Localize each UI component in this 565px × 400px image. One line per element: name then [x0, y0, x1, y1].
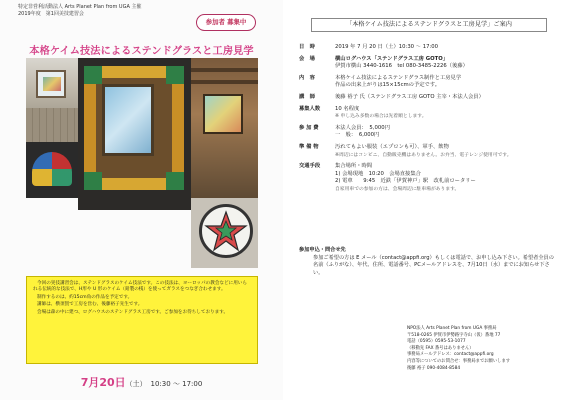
footer-email[interactable]: 事務局メールアドレス：contact@appfi.org — [407, 352, 494, 358]
application-section — [299, 247, 557, 277]
info-row-capacity — [299, 106, 557, 121]
footer-line: 後藤 裕子 090-4084-8584 — [407, 365, 461, 371]
row-key: 内 容 — [299, 74, 315, 81]
date-text: 7月20日 — [80, 376, 126, 389]
stained-lamp-photo — [26, 142, 78, 198]
row-key: 講 師 — [299, 93, 315, 100]
description-paragraph: 講師は、横須賀で工房を営む、後藤裕子先生です。 — [37, 302, 143, 308]
footer-line: 電話（0595）0595-53-1077 — [407, 339, 466, 345]
flyer-info-page — [283, 0, 565, 400]
description-paragraph: 制作するのは、約15cm角の作品を予定です。 — [37, 294, 133, 300]
row-value: 横山ログハウス「ステンドグラス工房 GOTO」 — [335, 55, 449, 62]
row-value: 伊賀市横山 3440-1616 tel 080-3485-2226（後藤） — [335, 63, 468, 70]
star-panel-photo — [191, 198, 258, 268]
footer-line: NPO法人 Arts Planet Plan from UGA 事務局 — [407, 326, 497, 331]
info-row-venue — [299, 56, 557, 71]
weekday-text: （土） — [125, 380, 147, 388]
info-row-bring — [299, 144, 557, 159]
row-key: 募集人数 — [299, 105, 321, 112]
workshop-interior-photo — [191, 58, 258, 198]
info-row-date — [299, 44, 557, 52]
info-row-fee — [299, 125, 557, 140]
recruiting-badge: 参加者 募集中 — [196, 14, 256, 31]
row-key: 交通手段 — [299, 163, 321, 170]
event-date — [0, 374, 283, 390]
contact-footer — [407, 326, 557, 372]
row-value: 2) 電車 9:45 近鉄「伊賀神戸」駅 改札前ロータリー — [335, 178, 476, 185]
info-row-transport — [299, 163, 557, 193]
photo-collage — [26, 58, 258, 268]
house-window-photo — [26, 58, 78, 142]
row-value: 本格ケイム技法によるステンドグラス制作と工房見学 — [335, 74, 462, 81]
organizer-line: 2019年度 第1回美技建習会 — [18, 11, 84, 18]
description-box — [26, 276, 258, 364]
description-paragraph: 会場は森の中に建つ、ログハウスのステンドグラス工房です。ご参加をお待ちしております。 — [37, 309, 229, 315]
stained-glass-frame-photo — [78, 58, 191, 198]
info-row-instructor — [299, 94, 557, 102]
organizer-line: 特定非営利活動法人 Arts Planet Plan from UGA 主催 — [18, 4, 142, 10]
application-text: 参加ご希望の方は E メール（contact@appfi.org）もしくは電話で、お申し込み下さい。希望者全員の名前（ふりがな）、年代、住所、電話番号、PCメールアドレスを、7月10日（水）までにお知らせ下さい。 — [313, 254, 554, 276]
row-value: 自家用車での参加の方は、会場周辺に駐車場があります。 — [335, 186, 460, 192]
footer-line: （移動先 FAX 番号はありません） — [407, 345, 474, 351]
row-value: 1) 会場現地 10:20 会場直接集合 — [335, 170, 421, 177]
organizer-text — [18, 4, 218, 18]
description-paragraph: 今回の実技講習会は、ステンドグラスのケイム技法です。この技法は、ヨーロッパの教会などに用いられる伝統的な技法で、H形や U 形のケイム（鉛製の桟）を使ってガラスをつなぎ合わせます。 — [33, 281, 247, 293]
footer-line: 〒518-0265 伊賀市伊勢路字寺山（仮）番地 77 — [407, 332, 501, 338]
row-value: 一 般： 6,000円 — [335, 132, 380, 139]
row-value: ※ 申し込み多数の場合は先着順とします。 — [335, 114, 427, 120]
row-value: 10 名程度 — [335, 105, 360, 112]
row-key: 日 時 — [299, 44, 315, 50]
star-icon — [204, 209, 248, 253]
row-key: 準 備 物 — [299, 143, 319, 150]
info-table — [299, 44, 557, 198]
row-key: 会 場 — [299, 55, 315, 62]
row-value: 作品の出来上がりは15×15cmの予定です。 — [335, 82, 441, 89]
footer-line: 内容等についてのお問合せ：事務局までお願いします — [407, 358, 511, 364]
page-title: 本格ケイム技法によるステンドグラスと工房見学 — [29, 46, 254, 57]
row-value: 集合場所・時間 — [335, 163, 373, 170]
info-title: 「本格ケイム技法によるステンドグラスと工房見学」ご案内 — [311, 18, 547, 32]
time-text: 10:30 ～ 17:00 — [150, 380, 203, 388]
application-heading: 参加申込・問合せ先 — [299, 247, 346, 253]
row-key: 参 加 費 — [299, 124, 319, 131]
row-value: 汚れてもよい服装（エプロンも可）、軍手、飲物 — [335, 143, 449, 150]
row-value: ※周辺にはコンビニ、自動販売機はありません。お弁当、電子レンジ使用可です。 — [335, 152, 512, 158]
row-value: 2019 年 7 月 20 日（土）10:30 ～ 17:00 — [335, 44, 438, 50]
row-value: 後藤 裕子 氏（ステンドグラス工房 GOTO 主宰・本法人会員） — [335, 93, 484, 100]
info-row-content — [299, 75, 557, 90]
row-value: 本法人会員： 5,000円 — [335, 124, 390, 131]
